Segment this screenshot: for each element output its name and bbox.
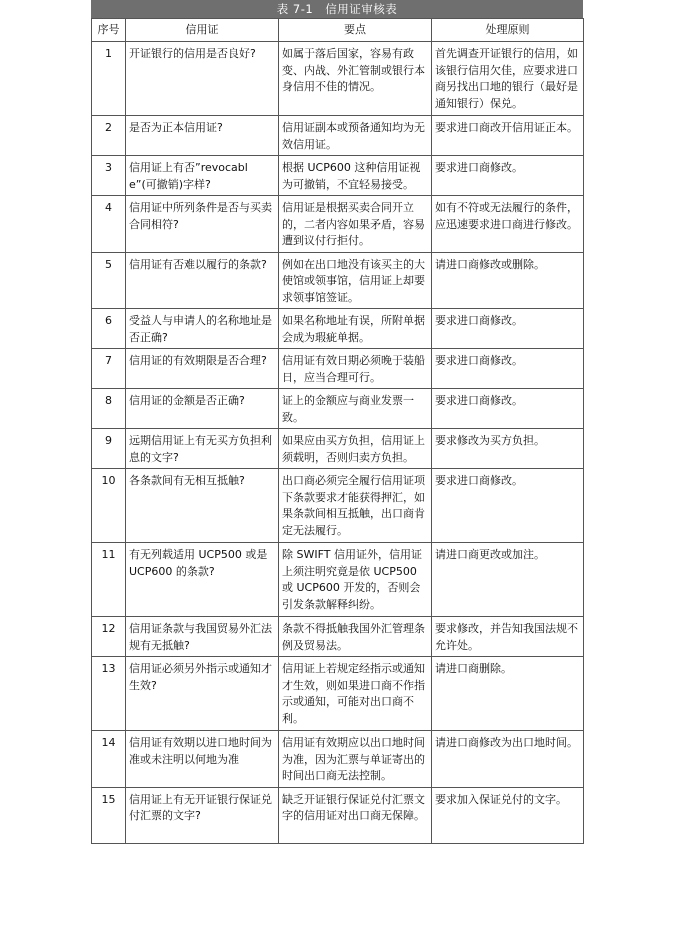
header-point: 要点 xyxy=(279,19,432,42)
row-number: 15 xyxy=(92,787,126,843)
table-row xyxy=(92,657,584,731)
caption-label: 表 7-1 xyxy=(276,2,314,16)
row-item: 信用证上有无开证银行保证兑付汇票的文字? xyxy=(126,787,279,843)
row-number: 11 xyxy=(92,543,126,617)
row-point: 信用证有效日期必须晚于装船日，应当合理可行。 xyxy=(279,349,432,389)
row-point: 如果应由买方负担，信用证上须载明，否则归卖方负担。 xyxy=(279,429,432,469)
table-row xyxy=(92,42,584,116)
row-point: 如属于落后国家，容易有政变、内战、外汇管制或银行本身信用不佳的情况。 xyxy=(279,42,432,116)
table-row xyxy=(92,731,584,788)
row-item: 受益人与申请人的名称地址是否正确? xyxy=(126,309,279,349)
row-rule: 要求修改，并告知我国法规不允许处。 xyxy=(432,617,584,657)
row-item: 信用证有效期以进口地时间为准或未注明以何地为准 xyxy=(126,731,279,788)
row-point: 信用证是根据买卖合同开立的，二者内容如果矛盾，容易遭到议付行拒付。 xyxy=(279,196,432,253)
table-row xyxy=(92,469,584,543)
row-number: 12 xyxy=(92,617,126,657)
row-number: 9 xyxy=(92,429,126,469)
row-number: 2 xyxy=(92,116,126,156)
table-row xyxy=(92,787,584,843)
row-item: 信用证有否难以履行的条款? xyxy=(126,252,279,309)
row-rule: 要求进口商修改。 xyxy=(432,469,584,543)
row-number: 10 xyxy=(92,469,126,543)
row-rule: 要求进口商修改。 xyxy=(432,349,584,389)
header-row xyxy=(92,19,584,42)
row-item: 远期信用证上有无买方负担利息的文字? xyxy=(126,429,279,469)
row-number: 4 xyxy=(92,196,126,253)
document-page xyxy=(91,0,583,844)
row-rule: 请进口商删除。 xyxy=(432,657,584,731)
row-item: 有无列载适用 UCP500 或是 UCP600 的条款? xyxy=(126,543,279,617)
table-body xyxy=(92,42,584,844)
table-row xyxy=(92,389,584,429)
row-item: 信用证的金额是否正确? xyxy=(126,389,279,429)
row-rule: 请进口商修改为出口地时间。 xyxy=(432,731,584,788)
row-item: 信用证条款与我国贸易外汇法规有无抵触? xyxy=(126,617,279,657)
lc-review-table xyxy=(91,18,584,844)
caption-title: 信用证审核表 xyxy=(325,2,398,16)
row-point: 例如在出口地没有该买主的大使馆或领事馆，信用证上却要求领事馆签证。 xyxy=(279,252,432,309)
row-rule: 请进口商修改或删除。 xyxy=(432,252,584,309)
header-item: 信用证 xyxy=(126,19,279,42)
row-point: 信用证上若规定经指示或通知才生效，则如果进口商不作指示或通知，可能对出口商不利。 xyxy=(279,657,432,731)
row-point: 证上的金额应与商业发票一致。 xyxy=(279,389,432,429)
row-number: 5 xyxy=(92,252,126,309)
row-rule: 请进口商更改或加注。 xyxy=(432,543,584,617)
row-point: 除 SWIFT 信用证外，信用证上须注明究竟是依 UCP500 或 UCP600 开发的，否则会引发条款解释纠纷。 xyxy=(279,543,432,617)
row-number: 13 xyxy=(92,657,126,731)
row-point: 如果名称地址有误，所附单据会成为瑕疵单据。 xyxy=(279,309,432,349)
table-caption xyxy=(91,0,583,18)
row-rule: 要求进口商修改。 xyxy=(432,389,584,429)
table-row xyxy=(92,196,584,253)
row-point: 缺乏开证银行保证兑付汇票文字的信用证对出口商无保障。 xyxy=(279,787,432,843)
row-number: 14 xyxy=(92,731,126,788)
row-number: 6 xyxy=(92,309,126,349)
row-rule: 要求修改为买方负担。 xyxy=(432,429,584,469)
table-row xyxy=(92,309,584,349)
header-rule: 处理原则 xyxy=(432,19,584,42)
row-number: 7 xyxy=(92,349,126,389)
table-row xyxy=(92,116,584,156)
row-item: 是否为正本信用证? xyxy=(126,116,279,156)
row-rule: 要求进口商修改。 xyxy=(432,156,584,196)
row-item: 各条款间有无相互抵触? xyxy=(126,469,279,543)
table-row xyxy=(92,543,584,617)
row-item: 信用证中所列条件是否与买卖合同相符? xyxy=(126,196,279,253)
row-number: 8 xyxy=(92,389,126,429)
table-row xyxy=(92,156,584,196)
row-point: 根据 UCP600 这种信用证视为可撤销，不宜轻易接受。 xyxy=(279,156,432,196)
row-number: 1 xyxy=(92,42,126,116)
row-number: 3 xyxy=(92,156,126,196)
row-rule: 要求进口商修改。 xyxy=(432,309,584,349)
table-row xyxy=(92,252,584,309)
row-item: 信用证上有否”revocable”(可撤销)字样? xyxy=(126,156,279,196)
row-rule: 首先调查开证银行的信用，如该银行信用欠佳，应要求进口商另找出口地的银行（最好是通知银行）保兑。 xyxy=(432,42,584,116)
row-point: 条款不得抵触我国外汇管理条例及贸易法。 xyxy=(279,617,432,657)
table-row xyxy=(92,617,584,657)
row-rule: 要求进口商改开信用证正本。 xyxy=(432,116,584,156)
row-rule: 如有不符或无法履行的条件，应迅速要求进口商进行修改。 xyxy=(432,196,584,253)
row-point: 出口商必须完全履行信用证项下条款要求才能获得押汇，如果条款间相互抵触，出口商肯定无法履行。 xyxy=(279,469,432,543)
row-point: 信用证副本或预备通知均为无效信用证。 xyxy=(279,116,432,156)
row-item: 信用证必须另外指示或通知才生效? xyxy=(126,657,279,731)
row-item: 信用证的有效期限是否合理? xyxy=(126,349,279,389)
header-no: 序号 xyxy=(92,19,126,42)
table-row xyxy=(92,429,584,469)
row-rule: 要求加入保证兑付的文字。 xyxy=(432,787,584,843)
table-row xyxy=(92,349,584,389)
row-item: 开证银行的信用是否良好? xyxy=(126,42,279,116)
row-point: 信用证有效期应以出口地时间为准，因为汇票与单证寄出的时间出口商无法控制。 xyxy=(279,731,432,788)
